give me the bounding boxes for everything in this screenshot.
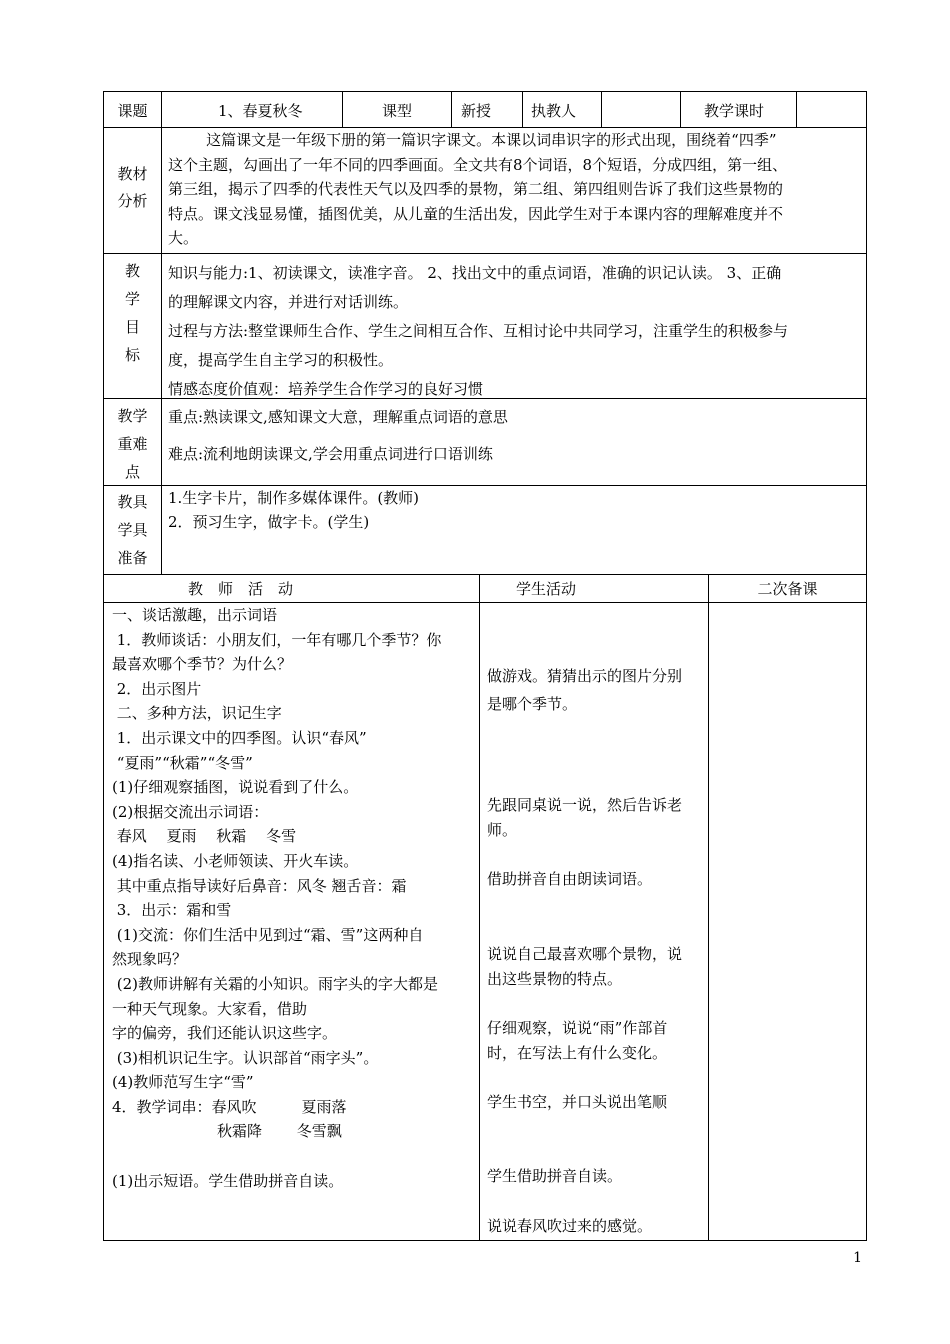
topic-value: 1、春夏秋冬 [218,102,303,120]
teacher-activity-line: (1)交流：你们生活中见到过“霜、雪”这两种自 [112,925,424,944]
student-activity-line: 说说自己最喜欢哪个景物，说 [487,945,683,963]
materials-line: 2．预习生字，做字卡。(学生) [168,513,370,531]
teacher-activity-text [112,603,441,1193]
table-border [680,91,681,128]
materials-line: 1.生字卡片，制作多媒体课件。(教师) [168,489,420,507]
secondary-prep-header: 二次备课 [757,580,818,598]
student-activity-line: 仔细观察，说说“雨”作部首 [487,1019,668,1037]
lesson-type-value: 新授 [461,102,492,120]
goals-label-char: 教 [124,262,140,280]
key-point-difficulty: 难点:流利地朗读课文,学会用重点词进行口语训练 [168,445,493,463]
student-activity-line: 出这些景物的特点。 [487,970,623,988]
analysis-line: 特点。课文浅显易懂，插图优美，从儿童的生活出发，因此学生对于本课内容的理解难度并不 [168,204,784,223]
goals-line: 情感态度价值观：培养学生合作学习的良好习惯 [168,380,484,398]
analysis-label-line: 教材 [117,165,148,183]
teacher-activity-header: 教 师 活 动 [188,580,294,598]
analysis-label-line: 分析 [117,192,148,210]
table-border [103,574,867,575]
key-points-label-line: 重难 [117,435,148,453]
teacher-label: 执教人 [531,102,577,120]
table-border [796,91,797,128]
student-activity-line: 说说春风吹过来的感觉。 [487,1217,653,1235]
teacher-activity-line: “夏雨”“秋霜”“冬雪” [112,753,253,772]
goals-line: 过程与方法:整堂课师生合作、学生之间相互合作、互相讨论中共同学习，注重学生的积极参与 [168,322,789,340]
teacher-activity-line: (2)根据交流出示词语： [112,802,269,821]
teacher-activity-line: 最喜欢哪个季节？为什么？ [112,655,293,674]
teacher-activity-line: 3．出示：霜和雪 [112,901,232,920]
teacher-activity-line: 春风 夏雨 秋霜 冬雪 [112,827,297,846]
teacher-activity-line: 一、谈话激趣，出示词语 [112,606,278,624]
goals-label-char: 目 [124,318,140,336]
lesson-type-label: 课型 [381,102,412,120]
table-border [103,91,867,92]
key-points-label-line: 教学 [117,407,148,425]
goals-line: 的理解课文内容，并进行对话训练。 [168,293,409,311]
student-activity-line: 学生借助拼音自读。 [487,1167,623,1185]
topic-label: 课题 [117,102,148,120]
student-activity-line: 先跟同桌说一说，然后告诉老 [487,796,683,814]
table-border [103,253,867,254]
teacher-activity-line: (2)教师讲解有关霜的小知识。雨字头的字大都是 [112,974,439,993]
teacher-activity-line: (1)仔细观察插图，说说看到了什么。 [112,778,359,797]
teacher-activity-line: 4．教学词串：春风吹 夏雨落 [112,1097,347,1116]
table-border [522,91,523,128]
student-activity-line: 借助拼音自由朗读词语。 [487,870,653,888]
table-border [103,1240,867,1241]
lesson-hours-label: 教学课时 [704,102,765,120]
table-border [161,91,162,575]
teacher-activity-line [112,1144,441,1169]
teacher-activity-line: 2．出示图片 [112,679,202,698]
goals-text [168,259,788,404]
student-activity-line: 师。 [487,821,518,839]
teacher-activity-line: 1．出示课文中的四季图。认识“春风” [112,728,367,747]
table-border [708,574,709,1241]
student-activity-line: 是哪个季节。 [487,695,578,713]
teacher-activity-line: 其中重点指导读好后鼻音：风冬 翘舌音：霜 [112,876,407,895]
teacher-activity-line: 一种天气现象。大家看，借助 [112,999,308,1018]
teacher-activity-line: 秋霜降 冬雪飘 [112,1122,342,1141]
goals-line: 度，提高学生自主学习的积极性。 [168,351,394,369]
teacher-activity-line: 字的偏旁，我们还能认识这些字。 [112,1024,338,1043]
teacher-activity-line: 然现象吗？ [112,950,188,969]
teacher-activity-line: 1．教师谈话：小朋友们，一年有哪几个季节？你 [112,630,442,649]
teacher-activity-line: (3)相机识记生字。认识部首“雨字头”。 [112,1048,379,1067]
table-border [601,91,602,128]
key-points-label-line: 点 [124,463,140,481]
page-number: 1 [853,1250,862,1266]
teacher-activity-line: (4)教师范写生字“雪” [112,1073,254,1092]
goals-label-char: 标 [124,346,140,364]
teacher-activity-line: (1)出示短语。学生借助拼音自读。 [112,1171,344,1190]
analysis-line: 这篇课文是一年级下册的第一篇识字课文。本课以词串识字的形式出现，围绕着“四季” [168,131,777,149]
materials-label-line: 学具 [117,521,148,539]
teacher-activity-line: (4)指名读、小老师领读、开火车读。 [112,851,359,870]
materials-label-line: 教具 [117,493,148,511]
table-border [866,91,867,1241]
table-border [451,91,452,128]
teacher-activity-line: 二、多种方法，识记生字 [112,704,282,723]
analysis-line: 大。 [168,229,199,247]
goals-line: 知识与能力:1、初读课文，读准字音。 2、找出文中的重点词语，准确的识记认读。 3、正确 [168,264,782,282]
analysis-line: 第三组，揭示了四季的代表性天气以及四季的景物，第二组、第四组则告诉了我们这些景物的 [168,180,784,198]
student-activity-line: 学生书空，并口头说出笔顺 [487,1093,668,1111]
materials-label-line: 准备 [117,549,148,567]
analysis-text [168,128,787,251]
table-border [479,574,480,1241]
key-point-focus: 重点:熟读课文,感知课文大意，理解重点词语的意思 [168,408,508,426]
student-activity-line: 时，在写法上有什么变化。 [487,1044,668,1062]
goals-label-char: 学 [124,290,140,308]
student-activity-line: 做游戏。猜猜出示的图片分别 [487,667,683,685]
student-activity-header: 学生活动 [515,580,576,598]
analysis-line: 这个主题，勾画出了一年不同的四季画面。全文共有8个词语，8个短语，分成四组，第一组、 [168,155,788,174]
